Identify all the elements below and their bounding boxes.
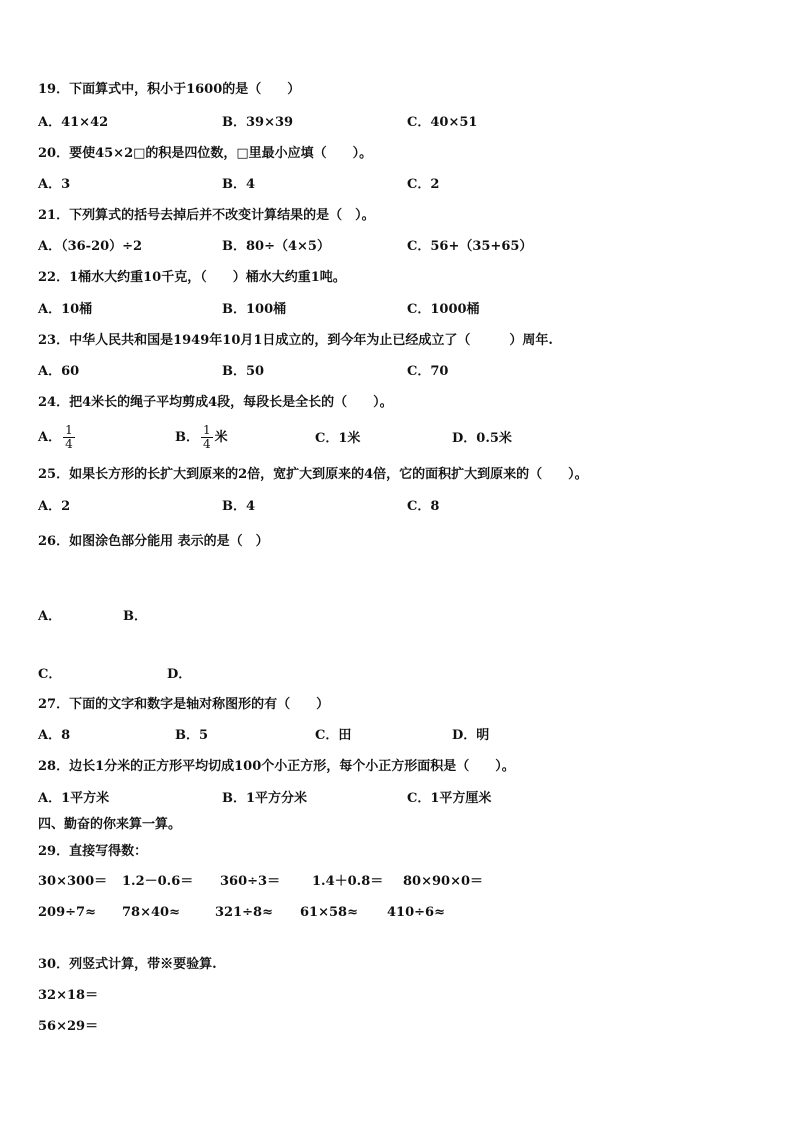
question-28-stem: 28．边长1分米的正方形平均切成100个小正方形，每个小正方形面积是（ ）。	[38, 759, 515, 774]
fraction-numerator: 1	[203, 423, 211, 437]
q21-option-a: A．（36-20）÷2	[38, 239, 143, 254]
question-21-stem: 21．下列算式的括号去掉后并不改变计算结果的是（ ）。	[38, 208, 375, 223]
question-20-stem: 20．要使45×2□的积是四位数，□里最小应填（ ）。	[38, 146, 373, 161]
q29-row2-item: 321÷8≈	[215, 905, 273, 920]
q20-option-b: B．4	[222, 177, 256, 192]
q21-option-b: B．80÷（4×5）	[222, 239, 330, 254]
q27-option-a: A．8	[38, 728, 71, 743]
q28-option-a: A．1平方米	[38, 791, 110, 806]
q26-option-b: B．	[123, 609, 147, 624]
q29-row1-item: 1.2－0.6＝	[122, 874, 194, 889]
q29-row2-item: 209÷7≈	[38, 905, 96, 920]
fraction-numerator: 1	[65, 423, 73, 437]
q24-option-a-label: A．	[38, 430, 62, 445]
q20-option-c: C．2	[407, 177, 440, 192]
q29-row1-item: 80×90×0＝	[403, 874, 484, 889]
question-26-stem: 26．如图涂色部分能用 表示的是（ ）	[38, 534, 269, 549]
q20-option-a: A．3	[38, 177, 71, 192]
q26-option-c: C．	[38, 667, 62, 682]
q29-row1-item: 360÷3＝	[220, 874, 281, 889]
q24-option-b	[175, 420, 228, 456]
q25-option-c: C．8	[407, 499, 440, 514]
question-27-stem: 27．下面的文字和数字是轴对称图形的有（ ）	[38, 697, 330, 712]
q24-option-b-unit: 米	[214, 430, 228, 445]
q29-row2-item: 61×58≈	[300, 905, 358, 920]
question-24-stem: 24．把4米长的绳子平均剪成4段，每段长是全长的（ ）。	[38, 395, 393, 410]
q29-row1-item: 30×300＝	[38, 874, 108, 889]
q28-option-c: C．1平方厘米	[407, 791, 492, 806]
q21-option-c: C．56+（35+65）	[407, 239, 533, 254]
q24-option-a	[38, 420, 77, 456]
q25-option-b: B．4	[222, 499, 256, 514]
q22-option-b: B．100桶	[222, 302, 287, 317]
q19-option-b: B．39×39	[222, 115, 294, 130]
q26-option-a: A．	[38, 609, 62, 624]
q22-option-a: A．10桶	[38, 302, 93, 317]
q19-option-c: C．40×51	[407, 115, 478, 130]
q24-option-b-fraction	[201, 424, 213, 451]
question-22-stem: 22．1桶水大约重10千克，（ ）桶水大约重1吨。	[38, 270, 346, 285]
question-29-stem: 29．直接写得数：	[38, 844, 148, 859]
q19-option-a: A．41×42	[38, 115, 109, 130]
q25-option-a: A．2	[38, 499, 71, 514]
q24-option-a-fraction	[63, 424, 75, 451]
fraction-denominator: 4	[65, 437, 73, 451]
q22-option-c: C．1000桶	[407, 302, 480, 317]
section-4-title: 四、勤奋的你来算一算。	[38, 817, 182, 832]
q27-option-b: B．5	[175, 728, 209, 743]
q23-option-c: C．70	[407, 364, 449, 379]
fraction-denominator: 4	[203, 437, 211, 451]
q30-item: 32×18＝	[38, 988, 99, 1003]
question-23-stem: 23．中华人民共和国是1949年10月1日成立的，到今年为止已经成立了（ ）周年.	[38, 333, 553, 348]
question-30-stem: 30．列竖式计算，带※要验算.	[38, 957, 217, 972]
question-25-stem: 25．如果长方形的长扩大到原来的2倍，宽扩大到原来的4倍，它的面积扩大到原来的（ ）。	[38, 467, 588, 482]
q29-row2-item: 78×40≈	[122, 905, 180, 920]
q26-option-d: D．	[167, 667, 192, 682]
q23-option-a: A．60	[38, 364, 80, 379]
q29-row2-item: 410÷6≈	[387, 905, 445, 920]
q24-option-d: D．0.5米	[452, 431, 512, 446]
q28-option-b: B．1平方分米	[222, 791, 308, 806]
q24-option-b-label: B．	[175, 430, 199, 445]
q30-item: 56×29＝	[38, 1019, 99, 1034]
q24-option-c: C．1米	[315, 431, 361, 446]
q23-option-b: B．50	[222, 364, 265, 379]
question-19-stem: 19．下面算式中，积小于1600的是（ ）	[38, 82, 301, 97]
q27-option-c: C．田	[315, 728, 352, 743]
q29-row1-item: 1.4＋0.8＝	[312, 874, 384, 889]
q27-option-d: D．明	[452, 728, 490, 743]
